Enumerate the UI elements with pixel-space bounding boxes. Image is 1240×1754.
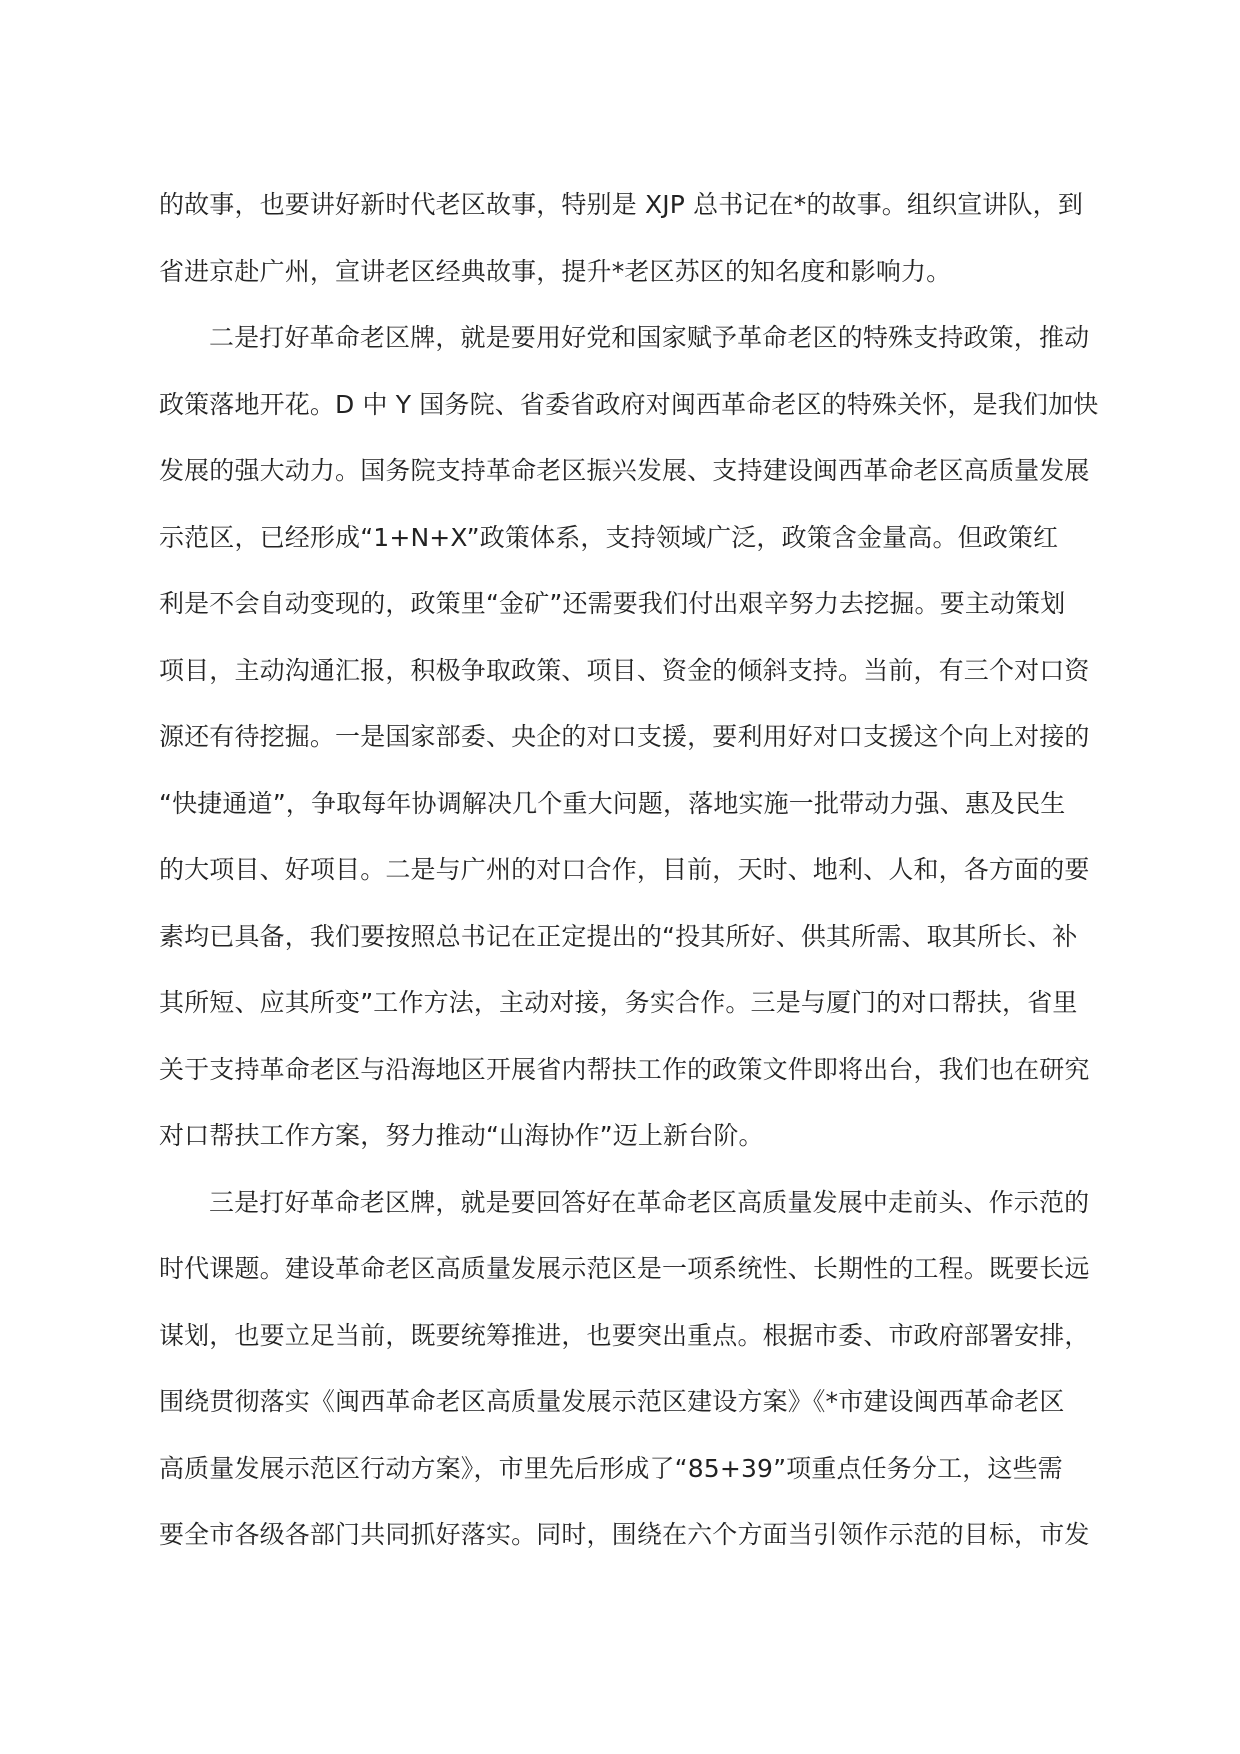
- text-line: 省进京赴广州，宣讲老区经典故事，提升*老区苏区的知名度和影响力。: [159, 256, 952, 286]
- text-line: 围绕贯彻落实《闽西革命老区高质量发展示范区建设方案》《*市建设闽西革命老区: [159, 1387, 1065, 1416]
- text-line: 高质量发展示范区行动方案》，市里先后形成了“85+39”项重点任务分工，这些需: [159, 1453, 1063, 1483]
- text-line: 的故事，也要讲好新时代老区故事，特别是 XJP 总书记在*的故事。组织宣讲队，到: [159, 190, 1083, 219]
- document-body: [159, 172, 1099, 1569]
- text-line: 二是打好革命老区牌，就是要用好党和国家赋予革命老区的特殊支持政策，推动: [209, 323, 1090, 352]
- text-line: 时代课题。建设革命老区高质量发展示范区是一项系统性、长期性的工程。既要长远: [159, 1254, 1090, 1283]
- text-line: 发展的强大动力。国务院支持革命老区振兴发展、支持建设闽西革命老区高质量发展: [159, 456, 1090, 485]
- text-line: 利是不会自动变现的，政策里“金矿”还需要我们付出艰辛努力去挖掘。要主动策划: [159, 589, 1066, 618]
- text-line: “快捷通道”，争取每年协调解决几个重大问题，落地实施一批带动力强、惠及民生: [159, 788, 1066, 818]
- text-line: 三是打好革命老区牌，就是要回答好在革命老区高质量发展中走前头、作示范的: [209, 1187, 1090, 1217]
- text-line: 对口帮扶工作方案，努力推动“山海协作”迈上新台阶。: [159, 1121, 764, 1150]
- text-line: 的大项目、好项目。二是与广州的对口合作，目前，天时、地利、人和，各方面的要: [159, 855, 1090, 884]
- text-line: 要全市各级各部门共同抓好落实。同时，围绕在六个方面当引领作示范的目标，市发: [159, 1520, 1090, 1549]
- text-line: 谋划，也要立足当前，既要统筹推进，也要突出重点。根据市委、市政府部署安排，: [159, 1320, 1090, 1350]
- text-line: 素均已具备，我们要按照总书记在正定提出的“投其所好、供其所需、取其所长、补: [159, 921, 1078, 951]
- text-line: 示范区，已经形成“1+N+X”政策体系，支持领域广泛，政策含金量高。但政策红: [159, 522, 1059, 552]
- text-line: 其所短、应其所变”工作方法，主动对接，务实合作。三是与厦门的对口帮扶，省里: [159, 988, 1078, 1017]
- text-line: 政策落地开花。D 中 Y 国务院、省委省政府对闽西革命老区的特殊关怀，是我们加快: [159, 389, 1099, 419]
- text-line: 关于支持革命老区与沿海地区开展省内帮扶工作的政策文件即将出台，我们也在研究: [159, 1054, 1090, 1084]
- text-line: 项目，主动沟通汇报，积极争取政策、项目、资金的倾斜支持。当前，有三个对口资: [159, 655, 1090, 685]
- text-line: 源还有待挖掘。一是国家部委、央企的对口支援，要利用好对口支援这个向上对接的: [159, 722, 1090, 751]
